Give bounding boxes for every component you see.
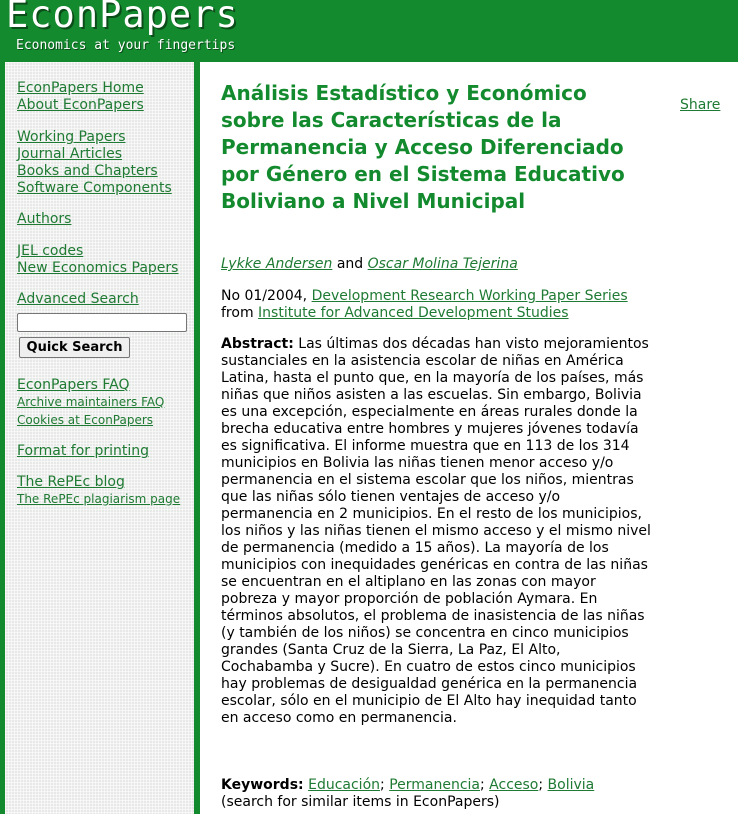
keywords-label: Keywords: xyxy=(221,777,304,793)
sidebar-link-repec-blog[interactable]: The RePEc blog xyxy=(17,474,125,490)
authors-joiner: and xyxy=(336,256,364,272)
quick-search-input[interactable] xyxy=(17,313,187,332)
similar-items-note[interactable]: (search for similar items in EconPapers) xyxy=(221,794,500,810)
keyword-link-educacion[interactable]: Educación xyxy=(308,777,381,793)
paper-title: Análisis Estadístico y Económico sobre las Características de la Permanencia y Acceso Diferenciado por Género en el Sistema Educativo Boliviano a Nivel Municipal xyxy=(221,81,625,213)
author-link-oscar-molina-tejerina[interactable]: Oscar Molina Tejerina xyxy=(367,256,518,272)
sidebar-link-journal-articles[interactable]: Journal Articles xyxy=(17,146,123,162)
keyword-link-permanencia[interactable]: Permanencia xyxy=(389,777,480,793)
keyword-link-bolivia[interactable]: Bolivia xyxy=(547,777,595,793)
keyword-link-acceso[interactable]: Acceso xyxy=(489,777,539,793)
sidebar-link-working-papers[interactable]: Working Papers xyxy=(17,129,126,145)
frame-divider xyxy=(194,59,200,814)
sidebar-link-jel-codes[interactable]: JEL codes xyxy=(17,243,84,259)
quick-search-button[interactable]: Quick Search xyxy=(19,337,130,358)
site-logo-title[interactable]: EconPapers xyxy=(6,0,239,36)
series-info xyxy=(221,288,641,322)
keyword-separator: ; xyxy=(380,777,385,793)
author-link-lykke-andersen[interactable]: Lykke Andersen xyxy=(221,256,333,272)
site-header xyxy=(0,0,738,59)
sidebar xyxy=(5,62,194,814)
keyword-separator: ; xyxy=(538,777,544,793)
series-number: No 01/2004, xyxy=(221,288,308,304)
sidebar-link-cookies[interactable]: Cookies at EconPapers xyxy=(17,413,154,427)
sidebar-link-new-economics-papers[interactable]: New Economics Papers xyxy=(17,260,179,276)
author-list xyxy=(221,256,518,273)
sidebar-link-about-econpapers[interactable]: About EconPapers xyxy=(17,97,144,113)
sidebar-link-repec-plagiarism[interactable]: The RePEc plagiarism page xyxy=(17,492,181,506)
abstract-text: Las últimas dos décadas han visto mejoramientos sustanciales en la asistencia escolar de niñas en América Latina, hasta el punto que, en la mayoría de los países, más niñas que niños asisten a las escuelas. Sin embargo, Bolivia es una excepción, especialmente en áreas rurales donde la brecha educativa entre hombres y mujeres jóvenes todavía es significativa. El informe muestra que en 113 de los 314 municipios en Bolivia las niñas tienen menor acceso y/o permanencia en el sistema escolar que los niños, mientras que las niñas sólo tienen ventajes de acceso y/o permanencia en 2 municipios. En el resto de los municipios, los niños y las niñas tienen el mismo acceso y el mismo nivel de permanencia (medido a 15 años). La mayoría de los municipios con inequidades genéricas en contra de las niñas se encuentran en el altiplano en las zonas con mayor pobreza y mayor proporción de población Aymara. En términos absolutos, el problema de inasistencia de las niñas (y también de los niños) se concentra en cinco municipios grandes (Santa Cruz de la Sierra, La Paz, El Alto, Cochabamba y Sucre). En cuatro de estos cinco municipios hay problemas de desigualdad genérica en la permanencia escolar, sólo en el municipio de El Alto hay inequidad tanto en acceso como en permanencia. xyxy=(221,336,651,726)
sidebar-link-authors[interactable]: Authors xyxy=(17,211,72,227)
site-tagline: Economics at your fingertips xyxy=(16,38,236,53)
series-link[interactable]: Development Research Working Paper Series xyxy=(311,288,628,304)
keyword-separator: ; xyxy=(480,777,485,793)
sidebar-link-software-components[interactable]: Software Components xyxy=(17,180,172,196)
sidebar-link-archive-maintainers-faq[interactable]: Archive maintainers FAQ xyxy=(17,395,165,409)
share-link[interactable]: Share xyxy=(680,97,721,113)
abstract-label: Abstract: xyxy=(221,336,294,352)
abstract xyxy=(221,336,651,727)
sidebar-link-format-for-printing[interactable]: Format for printing xyxy=(17,443,150,459)
keywords-section xyxy=(221,777,651,811)
institution-link[interactable]: Institute for Advanced Development Studies xyxy=(258,305,569,321)
from-label: from xyxy=(221,305,254,321)
sidebar-link-books-and-chapters[interactable]: Books and Chapters xyxy=(17,163,158,179)
sidebar-link-econpapers-home[interactable]: EconPapers Home xyxy=(17,80,144,96)
sidebar-link-econpapers-faq[interactable]: EconPapers FAQ xyxy=(17,377,130,393)
sidebar-link-advanced-search[interactable]: Advanced Search xyxy=(17,291,139,307)
